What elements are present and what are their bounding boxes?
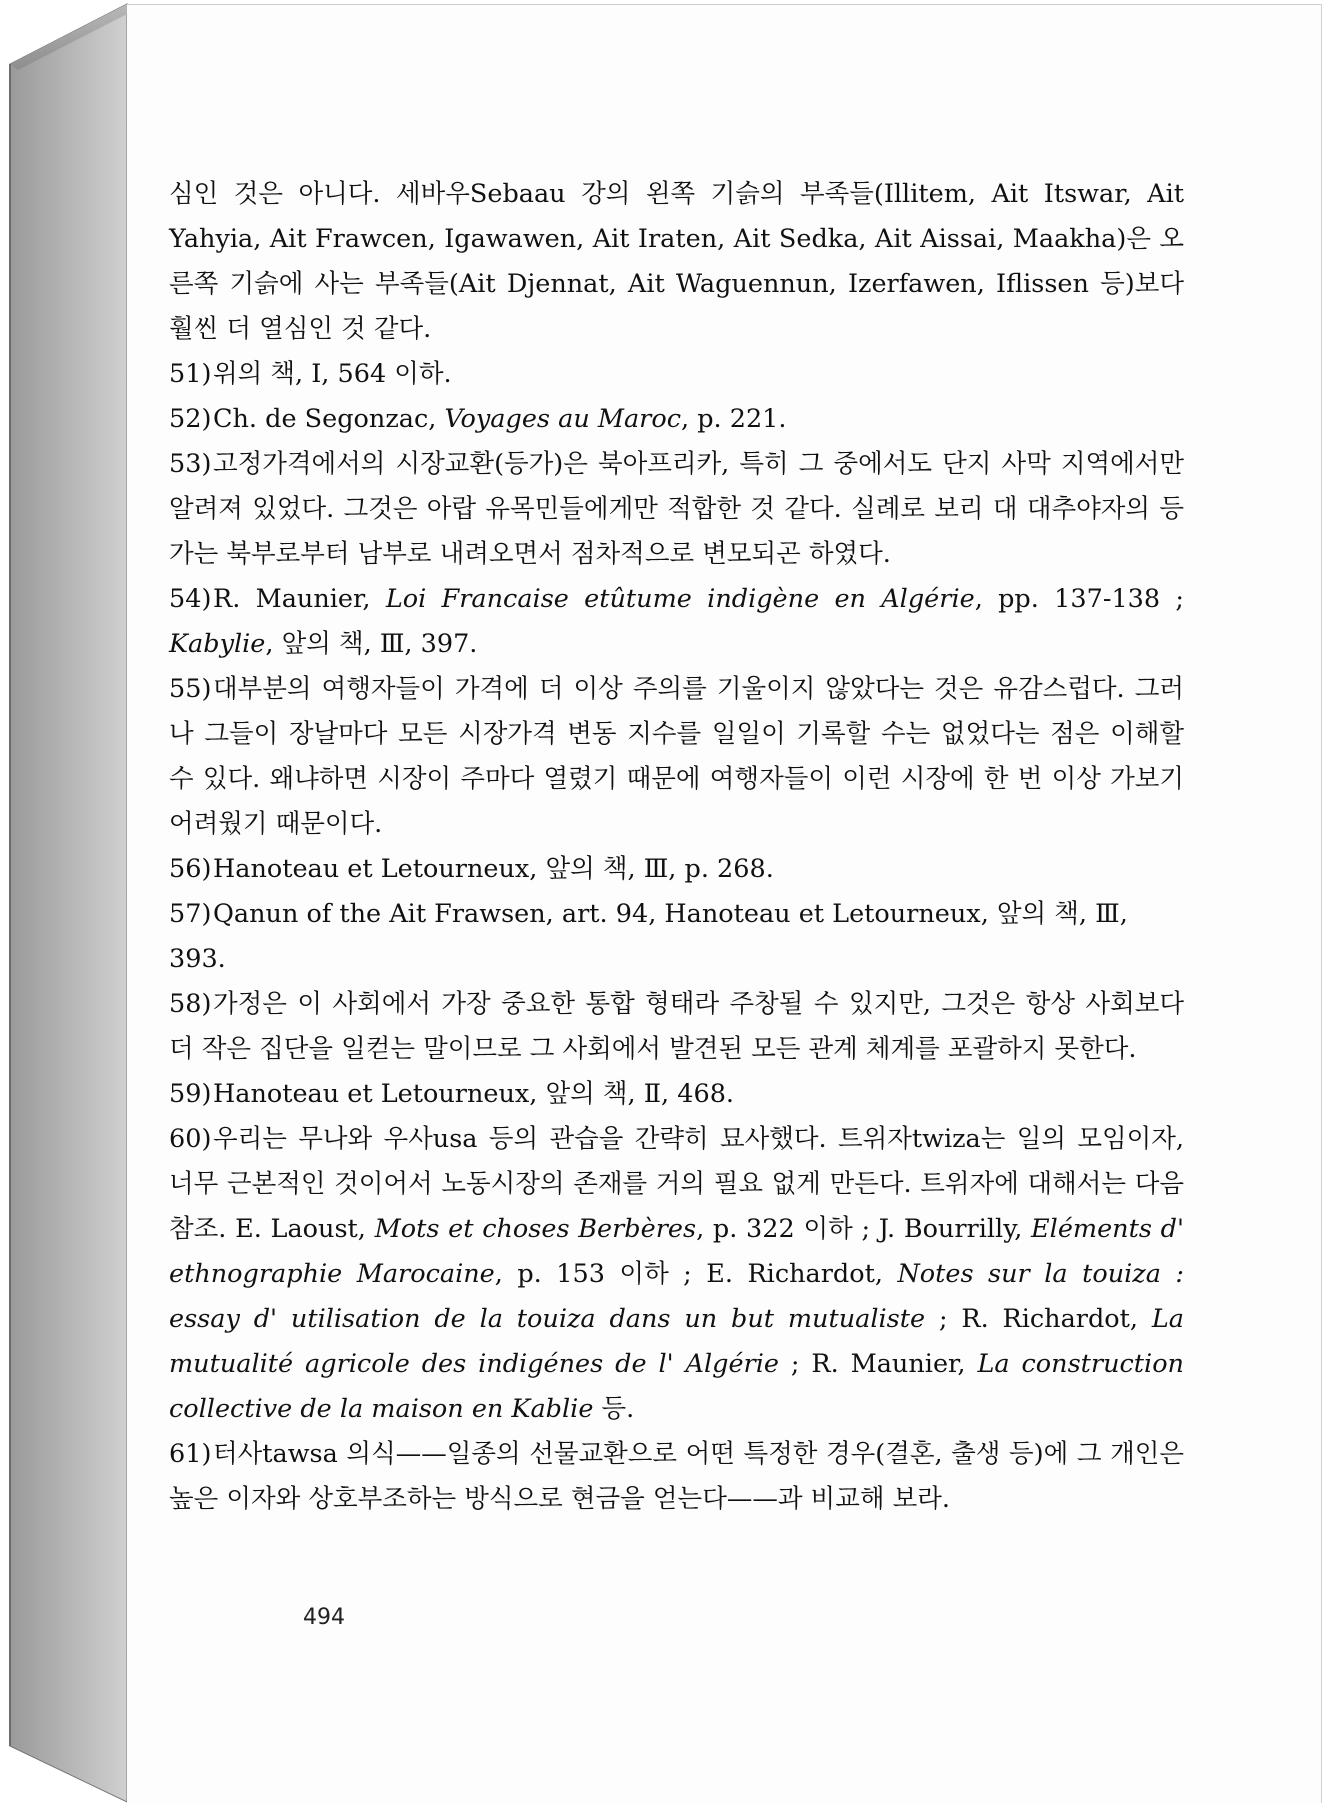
book-title: La mutualité agricole des indigénes de l' Algérie: [169, 1304, 1184, 1379]
note-text: ; R. Richardot,: [925, 1304, 1152, 1334]
book-title: La construction collective de la maison en Kablie: [169, 1349, 1184, 1424]
book-title: Voyages au Maroc: [444, 404, 681, 434]
note-number: 54): [169, 584, 212, 614]
note-52: [169, 397, 1184, 442]
note-61: [169, 1432, 1184, 1522]
note-text: 대부분의 여행자들이 가격에 더 이상 주의를 기울이지 않았다는 것은 유감스럽다. 그러나 그들이 장날마다 모든 시장가격 변동 지수를 일일이 기록할 수는 없었다는 점은 이해할 수 있다. 왜냐하면 시장이 주마다 열렸기 때문에 여행자들이 이런 시장에 한 번 이상 가보기 어려웠기 때문이다.: [169, 674, 1184, 839]
note-text: , 앞의 책, Ⅲ, 397.: [265, 629, 478, 659]
endnotes: [169, 172, 1184, 1522]
note-58: [169, 982, 1184, 1072]
page-number: 494: [303, 1605, 345, 1630]
note-60: [169, 1117, 1184, 1432]
note-text: Hanoteau et Letourneux, 앞의 책, Ⅱ, 468.: [213, 1079, 735, 1109]
book-title: Notes sur la touiza : essay d' utilisation de la touiza dans un but mutualiste: [169, 1259, 1184, 1334]
note-54: [169, 577, 1184, 667]
book-title: Mots et choses Berbères: [374, 1214, 697, 1244]
note-59: [169, 1072, 1184, 1117]
note-text: Hanoteau et Letourneux, 앞의 책, Ⅲ, p. 268.: [213, 854, 774, 884]
note-text: 위의 책, Ⅰ, 564 이하.: [213, 359, 452, 389]
note-text: 등.: [593, 1394, 635, 1424]
note-57: [169, 892, 1184, 982]
note-text: 가정은 이 사회에서 가장 중요한 통합 형태라 주창될 수 있지만, 그것은 항상 사회보다 더 작은 집단을 일컫는 말이므로 그 사회에서 발견된 모든 관계 체계를 포괄하지 못한다.: [169, 989, 1184, 1064]
note-53: [169, 442, 1184, 577]
note-number: 61): [169, 1439, 212, 1469]
note-number: 55): [169, 674, 212, 704]
note-text: , pp. 137-138 ;: [974, 584, 1185, 614]
book-title: Loi Francaise etûtume indigène en Algérie: [385, 584, 975, 614]
note-text: 우리는 무나와 우사usa 등의 관습을 간략히 묘사했다. 트위자twiza는 일의 모임이자, 너무 근본적인 것이어서 노동시장의 존재를 거의 필요 없게 만든다. 트위자에 대해서는 다음 참조. E. Laoust,: [169, 1124, 1184, 1244]
note-number: 51): [169, 359, 212, 389]
note-text: 고정가격에서의 시장교환(등가)은 북아프리카, 특히 그 중에서도 단지 사막 지역에서만 알려져 있었다. 그것은 아랍 유목민들에게만 적합한 것 같다. 실례로 보리 대 대추야자의 등가는 북부로부터 남부로 내려오면서 점차적으로 변모되곤 하였다.: [169, 449, 1184, 569]
note-text: 터사tawsa 의식——일종의 선물교환으로 어떤 특정한 경우(결혼, 출생 등)에 그 개인은 높은 이자와 상호부조하는 방식으로 현금을 얻는다——과 비교해 보라.: [169, 1439, 1184, 1514]
note-text: R. Maunier,: [213, 584, 386, 614]
note-number: 59): [169, 1079, 212, 1109]
note-number: 53): [169, 449, 212, 479]
book-title: Eléments d' ethnographie Marocaine: [169, 1214, 1184, 1289]
note-text: Ch. de Segonzac,: [213, 404, 445, 434]
note-number: 52): [169, 404, 212, 434]
note-56: [169, 847, 1184, 892]
note-number: 60): [169, 1124, 212, 1154]
book-title: Kabylie: [169, 629, 266, 659]
note-text: , p. 221.: [680, 404, 787, 434]
note-number: 58): [169, 989, 212, 1019]
note-number: 56): [169, 854, 212, 884]
note-51: [169, 352, 1184, 397]
continuation-paragraph: 심인 것은 아니다. 세바우Sebaau 강의 왼쪽 기슭의 부족들(Illitem, Ait Itswar, Ait Yahyia, Ait Frawcen, Igawawen, Ait Iraten, Ait Sedka, Ait Aissai, Maakha)은 오른쪽 기슭에 사는 부족들(Ait Djennat, Ait Waguennun, Izerfawen, Iflissen 등)보다 훨씬 더 열심인 것 같다.: [169, 179, 1184, 344]
note-text: ; R. Maunier,: [778, 1349, 978, 1379]
note-text: , p. 153 이하 ; E. Richardot,: [494, 1259, 898, 1289]
note-text: , p. 322 이하 ; J. Bourrilly,: [696, 1214, 1032, 1244]
note-55: [169, 667, 1184, 847]
note-number: 57): [169, 899, 212, 929]
note-text: Qanun of the Ait Frawsen, art. 94, Hanoteau et Letourneux, 앞의 책, Ⅲ, 393.: [169, 899, 1128, 974]
